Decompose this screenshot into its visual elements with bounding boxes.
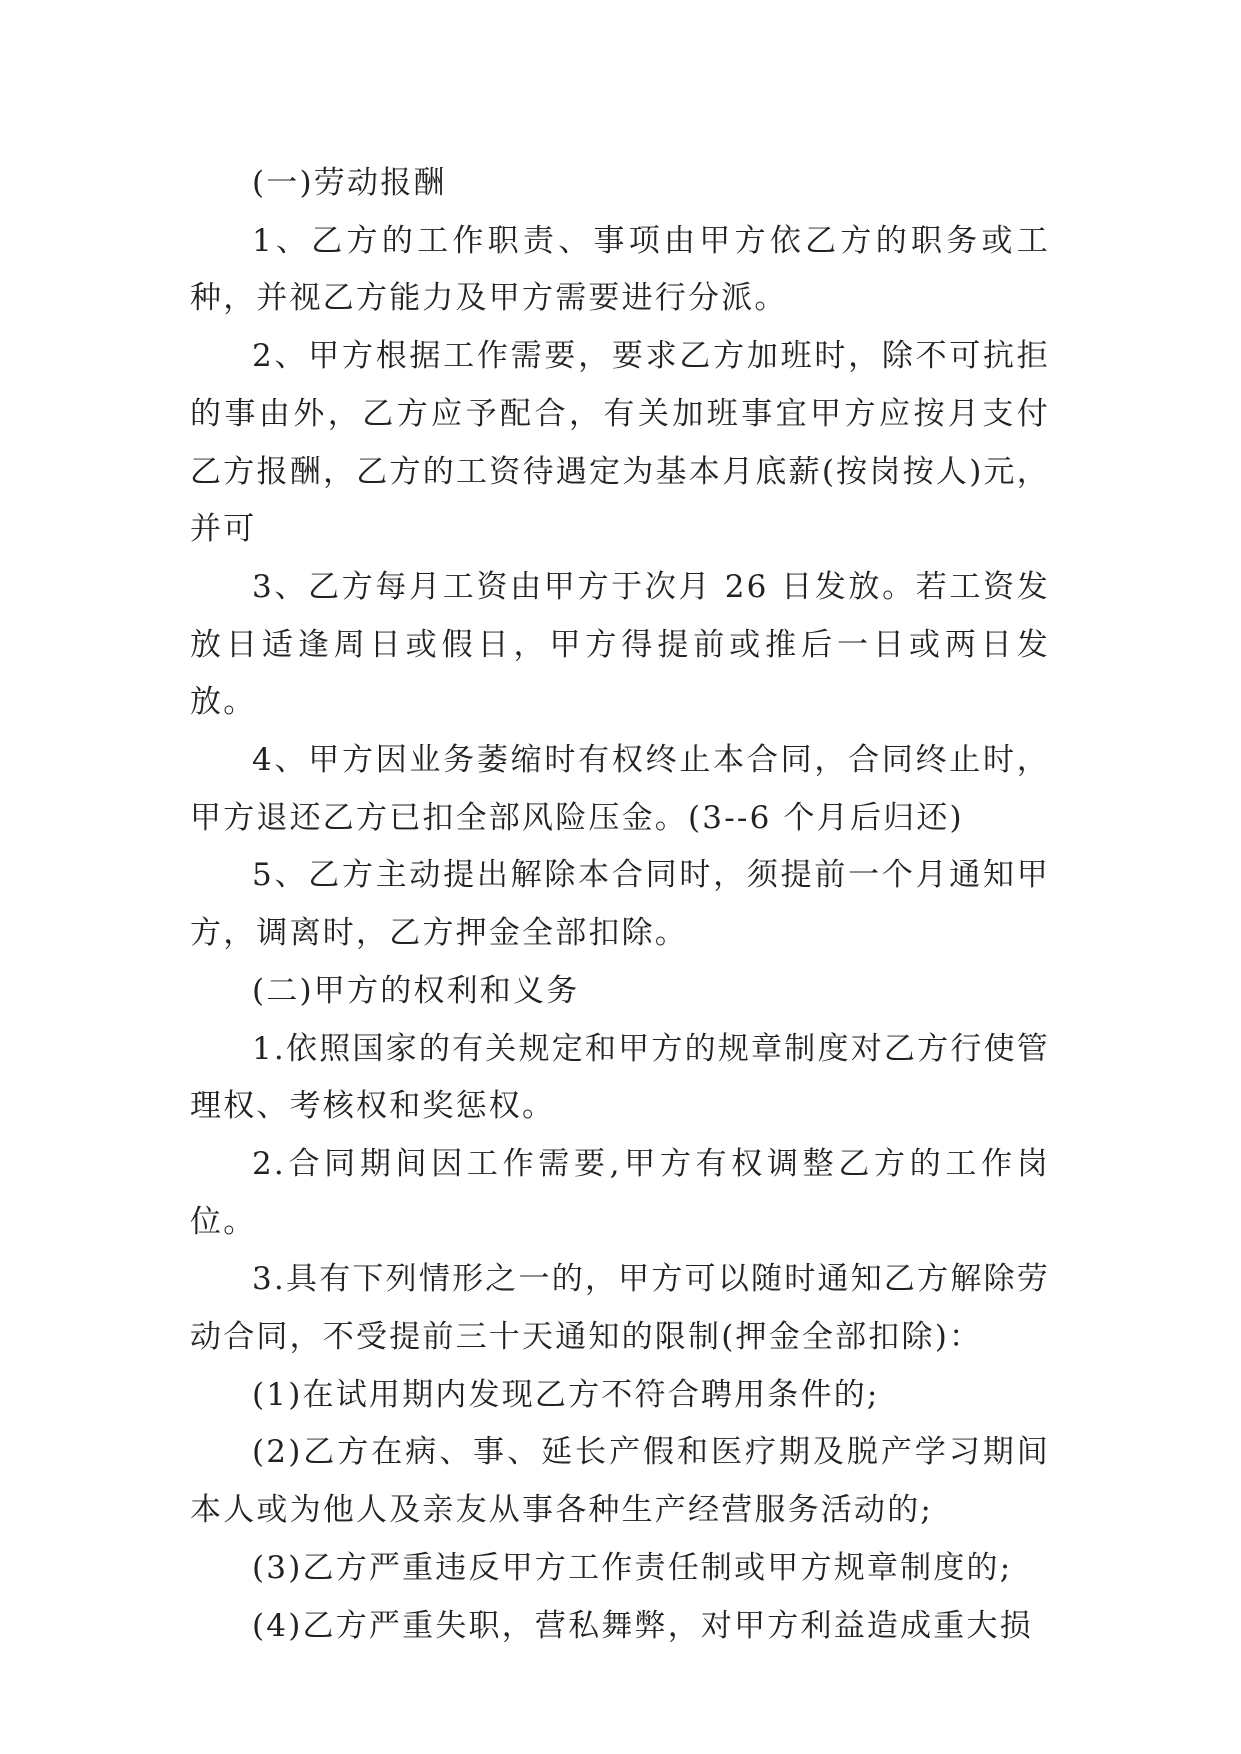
document-body (190, 155, 1050, 1655)
paragraph-rights-3: 3.具有下列情形之一的，甲方可以随时通知乙方解除劳动合同，不受提前三十天通知的限制(押金全部扣除)： (190, 1261, 1050, 1356)
paragraph-2: 2、甲方根据工作需要，要求乙方加班时，除不可抗拒的事由外，乙方应予配合，有关加班事宜甲方应按月支付乙方报酬，乙方的工资待遇定为基本月底薪(按岗按人)元，并可 (190, 338, 1050, 548)
list-item-1: (1)在试用期内发现乙方不符合聘用条件的; (252, 1376, 880, 1413)
list-item-4: (4)乙方严重失职，营私舞弊，对甲方利益造成重大损 (252, 1607, 1033, 1644)
list-item-3: (3)乙方严重违反甲方工作责任制或甲方规章制度的; (252, 1549, 1013, 1586)
list-item-2: (2)乙方在病、事、延长产假和医疗期及脱产学习期间本人或为他人及亲友从事各种生产经营服务活动的; (190, 1434, 1050, 1529)
section-heading-party-a-rights: (二)甲方的权利和义务 (252, 972, 580, 1009)
paragraph-1: 1、乙方的工作职责、事项由甲方依乙方的职务或工种，并视乙方能力及甲方需要进行分派。 (190, 222, 1050, 317)
paragraph-rights-1: 1.依照国家的有关规定和甲方的规章制度对乙方行使管理权、考核权和奖惩权。 (190, 1030, 1050, 1125)
paragraph-rights-2: 2.合同期间因工作需要,甲方有权调整乙方的工作岗位。 (190, 1145, 1050, 1240)
paragraph-3: 3、乙方每月工资由甲方于次月 26 日发放。若工资发放日适逢周日或假日，甲方得提前或推后一日或两日发放。 (190, 568, 1050, 721)
paragraph-4: 4、甲方因业务萎缩时有权终止本合同，合同终止时，甲方退还乙方已扣全部风险压金。(3--6 个月后归还) (190, 742, 1050, 836)
paragraph-5: 5、乙方主动提出解除本合同时，须提前一个月通知甲方，调离时，乙方押金全部扣除。 (190, 857, 1050, 952)
section-heading-labor-pay: (一)劳动报酬 (252, 165, 447, 201)
